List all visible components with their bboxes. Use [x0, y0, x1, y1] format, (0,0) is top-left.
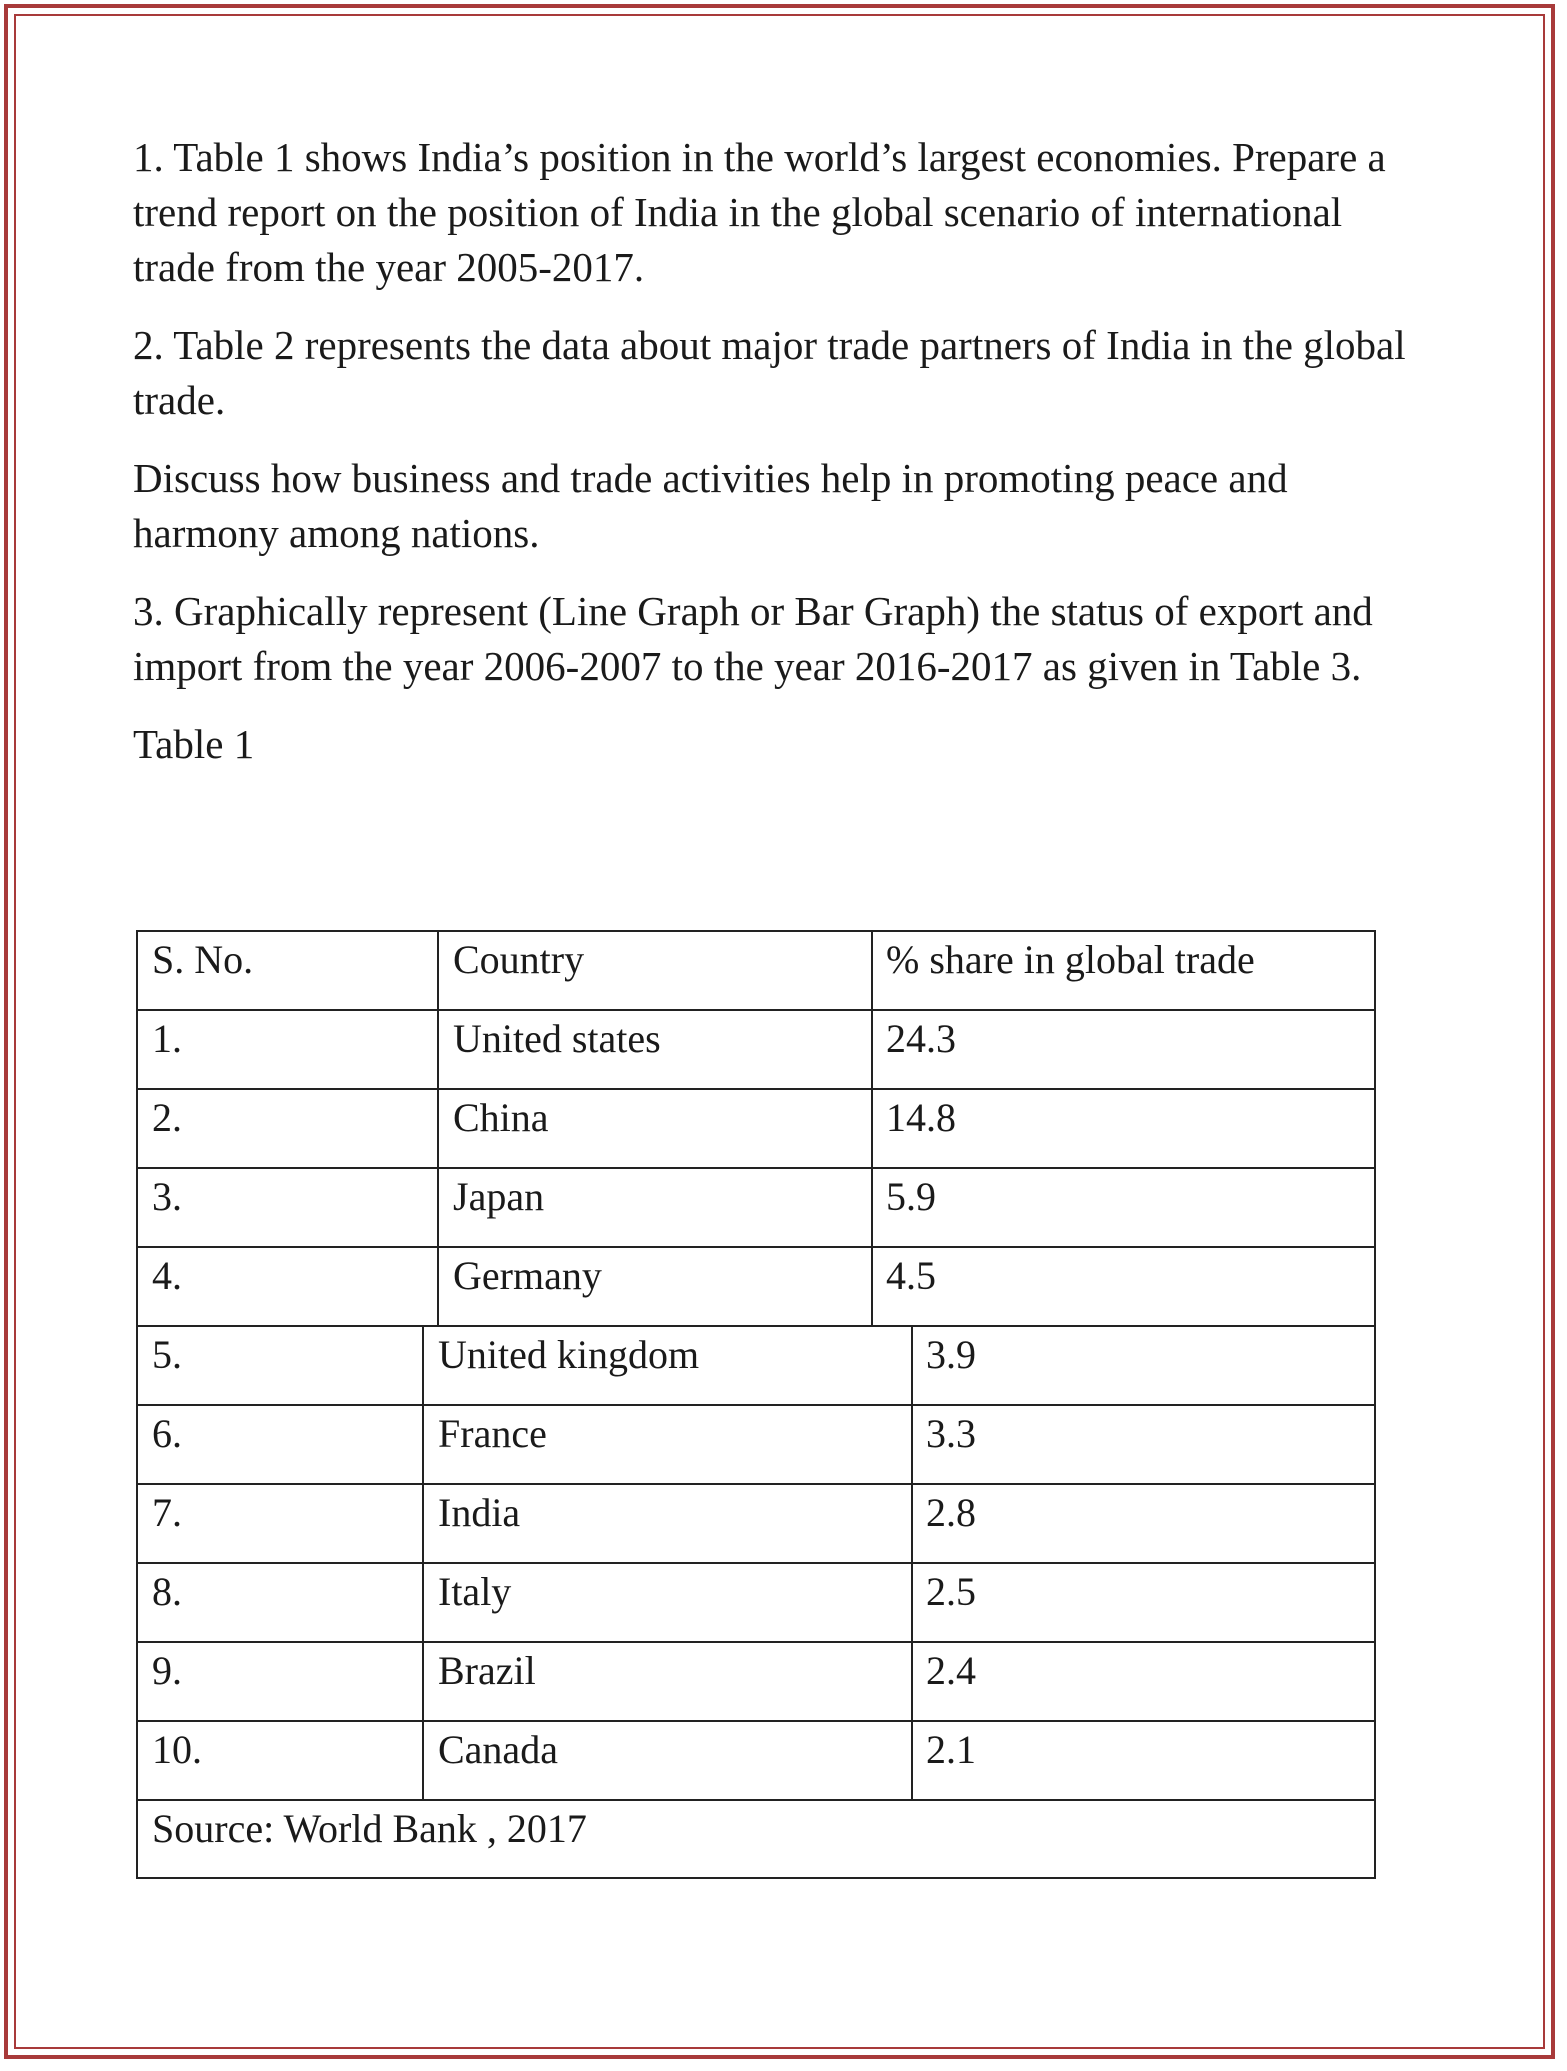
cell-share: 14.8	[886, 1095, 956, 1140]
cell-country: Japan	[453, 1174, 545, 1219]
table-row	[138, 1248, 1374, 1327]
cell-country: France	[438, 1411, 547, 1456]
table-row	[138, 1406, 1374, 1485]
cell-share: 2.4	[926, 1648, 976, 1693]
trade-share-table	[136, 930, 1376, 1879]
document-body	[133, 130, 1433, 772]
cell-share: 4.5	[886, 1253, 936, 1298]
cell-country: Germany	[453, 1253, 602, 1298]
table-row	[138, 1327, 1374, 1406]
cell-share: 2.5	[926, 1569, 976, 1614]
cell-share: 5.9	[886, 1174, 936, 1219]
cell-share: 2.8	[926, 1490, 976, 1535]
table-row	[138, 1722, 1374, 1801]
table-row	[138, 1564, 1374, 1643]
question-1-text: 1. Table 1 shows India’s position in the world’s largest economies. Prepare a trend report on the position of India in the global scenario of international trade from the year 2005-2017.	[133, 134, 1386, 290]
cell-sno: 6.	[152, 1411, 182, 1456]
cell-country: India	[438, 1490, 521, 1535]
cell-sno: 7.	[152, 1490, 182, 1535]
cell-country: Canada	[438, 1727, 558, 1772]
cell-share: 3.9	[926, 1332, 976, 1377]
cell-country: China	[453, 1095, 549, 1140]
table-row	[138, 1643, 1374, 1722]
header-country: Country	[453, 937, 585, 982]
table-row	[138, 1485, 1374, 1564]
table-row	[138, 1090, 1374, 1169]
cell-sno: 3.	[152, 1174, 182, 1219]
table-source-row	[138, 1801, 1374, 1880]
cell-sno: 8.	[152, 1569, 182, 1614]
table-caption: Table 1	[133, 721, 255, 767]
cell-sno: 9.	[152, 1648, 182, 1693]
cell-country: Brazil	[438, 1648, 536, 1693]
cell-sno: 5.	[152, 1332, 182, 1377]
cell-sno: 1.	[152, 1016, 182, 1061]
cell-sno: 10.	[152, 1727, 202, 1772]
cell-country: Italy	[438, 1569, 512, 1614]
cell-sno: 4.	[152, 1253, 182, 1298]
question-2-text: 2. Table 2 represents the data about major trade partners of India in the global trade.	[133, 322, 1406, 423]
cell-share: 24.3	[886, 1016, 956, 1061]
table-row	[138, 1011, 1374, 1090]
cell-sno: 2.	[152, 1095, 182, 1140]
question-2-discussion-text: Discuss how business and trade activities help in promoting peace and harmony among nations.	[133, 455, 1288, 556]
cell-share: 2.1	[926, 1727, 976, 1772]
table-header-row	[138, 932, 1374, 1011]
cell-share: 3.3	[926, 1411, 976, 1456]
cell-country: United states	[453, 1016, 661, 1061]
header-sno: S. No.	[152, 937, 254, 982]
cell-country: United kingdom	[438, 1332, 700, 1377]
table-source: Source: World Bank , 2017	[152, 1806, 587, 1851]
header-share: % share in global trade	[886, 937, 1255, 982]
table-row	[138, 1169, 1374, 1248]
question-3-text: 3. Graphically represent (Line Graph or Bar Graph) the status of export and import from the year 2006-2007 to the year 2016-2017 as given in Table 3.	[133, 588, 1373, 689]
